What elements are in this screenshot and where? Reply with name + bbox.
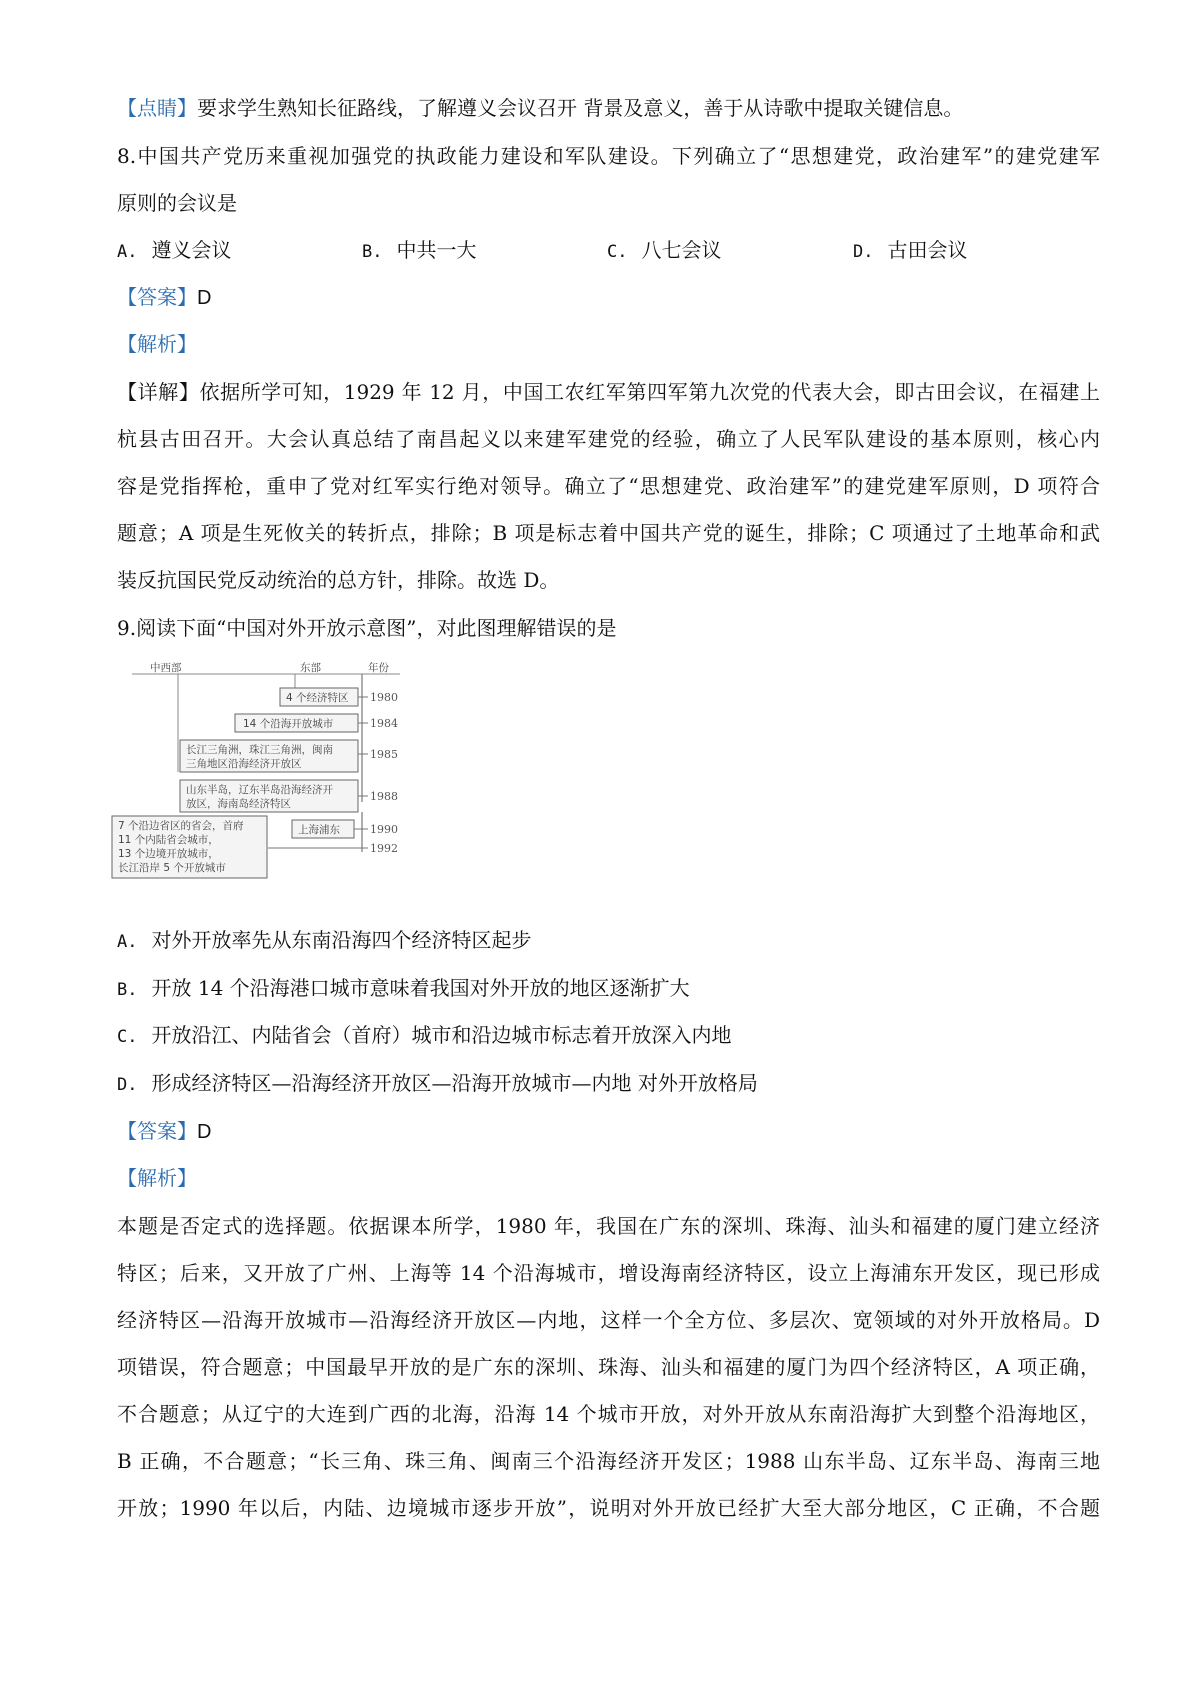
q8-option-c-label: C.: [607, 242, 628, 262]
diagram-box-deltas-1: 长江三角洲，珠江三角洲，闽南: [186, 744, 333, 756]
q8-detail-line-1: [117, 378, 1100, 406]
q9-option-b-label: B.: [117, 980, 138, 1000]
q9-analysis-heading: [117, 1164, 197, 1192]
diagram-year-1992: 1992: [370, 842, 398, 855]
q8-option-b: [362, 236, 476, 266]
q9-option-c-label: C.: [117, 1027, 138, 1047]
q8-option-d-label: D.: [853, 242, 874, 262]
q8-detail-line-4: 题意；A 项是生死攸关的转折点，排除；B 项是标志着中国共产党的诞生，排除；C 项通过了土地革命和武: [117, 521, 1100, 545]
diagram-box-special-zones: 4 个经济特区: [286, 692, 349, 704]
q9-option-d-label: D.: [117, 1075, 138, 1095]
q9-analysis-tag: 【解析】: [117, 1166, 197, 1190]
diagram-header-west: 中西部: [150, 662, 182, 674]
diagram-header-east: 东部: [300, 662, 321, 674]
q8-option-d: [853, 236, 967, 266]
q8-detail-line-2: 杭县古田召开。大会认真总结了南昌起义以来建军建党的经验，确立了人民军队建设的基本原则，核心内: [117, 427, 1100, 451]
q8-option-b-label: B.: [362, 242, 383, 262]
q8-option-b-text: 中共一大: [396, 238, 477, 262]
diagram-year-1988: 1988: [370, 790, 398, 803]
q9-analysis-line-5: 不合题意；从辽宁的大连到广西的北海，沿海 14 个城市开放，对外开放从东南沿海扩大到整个沿海地区，: [117, 1402, 1100, 1426]
q9-analysis-line-3: 经济特区—沿海开放城市—沿海经济开放区—内地，这样一个全方位、多层次、宽领域的对外开放格局。D: [117, 1308, 1100, 1332]
q9-option-d: [117, 1069, 758, 1099]
diagram-box-coastal-cities: 14 个沿海开放城市: [243, 718, 334, 730]
diagram-west-line-2: 11 个内陆省会城市，: [118, 834, 219, 846]
q8-detail-line-3: 容是党指挥枪，重申了党对红军实行绝对领导。确立了“思想建党、政治建军”的建党建军原则，D 项符合: [117, 474, 1100, 498]
q8-detail-line-5: 装反抗国民党反动统治的总方针，排除。故选 D。: [117, 568, 560, 592]
q9-analysis-line-2: 特区；后来，又开放了广州、上海等 14 个沿海城市，增设海南经济特区，设立上海浦东开发区，现已形成: [117, 1261, 1100, 1285]
q9-option-d-text: 形成经济特区—沿海经济开放区—沿海开放城市—内地 对外开放格局: [151, 1071, 758, 1095]
diagram-year-1980: 1980: [370, 691, 398, 704]
q8-answer-tag: 【答案】: [117, 285, 197, 309]
diagram-west-line-3: 13 个边境开放城市，: [118, 848, 219, 860]
q9-answer-tag: 【答案】: [117, 1119, 197, 1143]
q9-option-b-text: 开放 14 个沿海港口城市意味着我国对外开放的地区逐渐扩大: [151, 976, 690, 1000]
q8-option-a: [117, 236, 231, 266]
q9-analysis-line-4: 项错误，符合题意；中国最早开放的是广东的深圳、珠海、汕头和福建的厦门为四个经济特区，A 项正确，: [117, 1355, 1100, 1379]
q9-option-a-text: 对外开放率先从东南沿海四个经济特区起步: [151, 928, 532, 952]
q8-stem-line-1: 8.中国共产党历来重视加强党的执政能力建设和军队建设。下列确立了“思想建党，政治建军”的建党建军: [117, 144, 1100, 168]
q8-option-c-text: 八七会议: [641, 238, 722, 262]
q8-option-a-text: 遵义会议: [151, 238, 232, 262]
q9-stem: 9.阅读下面“中国对外开放示意图”，对此图理解错误的是: [117, 616, 617, 640]
q9-option-a-label: A.: [117, 932, 138, 952]
opening-up-diagram-svg: [110, 662, 435, 902]
diagram-box-peninsulas-2: 放区，海南岛经济特区: [186, 798, 291, 810]
q8-detail-tag: 【详解】: [117, 380, 200, 404]
q9-analysis-line-7: 开放；1990 年以后，内陆、边境城市逐步开放”，说明对外开放已经扩大至大部分地区，C 正确，不合题: [117, 1496, 1100, 1520]
q8-option-d-text: 古田会议: [887, 238, 968, 262]
q9-analysis-line-6: B 正确，不合题意；“长三角、珠三角、闽南三个沿海经济开发区；1988 山东半岛、辽东半岛、海南三地: [117, 1449, 1100, 1473]
q8-analysis-heading: [117, 330, 197, 358]
q9-option-c-text: 开放沿江、内陆省会（首府）城市和沿边城市标志着开放深入内地: [151, 1023, 732, 1047]
diagram-header-year: 年份: [368, 662, 389, 674]
opening-up-diagram: [110, 662, 435, 902]
q9-analysis-line-1: 本题是否定式的选择题。依据课本所学，1980 年，我国在广东的深圳、珠海、汕头和福建的厦门建立经济: [117, 1214, 1100, 1238]
diagram-box-pudong: 上海浦东: [298, 824, 340, 836]
dianjing-tag: 【点睛】: [117, 96, 197, 120]
diagram-west-line-4: 长江沿岸 5 个开放城市: [118, 862, 226, 874]
q9-answer: [117, 1117, 211, 1146]
dianjing-text: 要求学生熟知长征路线，了解遵义会议召开 背景及意义，善于从诗歌中提取关键信息。: [197, 96, 964, 120]
q9-answer-value: D: [197, 1121, 212, 1143]
q8-stem-line-2: 原则的会议是: [117, 191, 237, 215]
q9-option-b: [117, 974, 690, 1004]
q8-option-c: [607, 236, 721, 266]
q8-answer-value: D: [197, 287, 212, 309]
q8-answer: [117, 283, 211, 312]
diagram-year-1984: 1984: [370, 717, 398, 730]
q9-option-c: [117, 1021, 731, 1051]
diagram-year-1990: 1990: [370, 823, 398, 836]
dianjing-paragraph: [117, 94, 963, 122]
diagram-box-deltas-2: 三角地区沿海经济开放区: [186, 758, 302, 770]
q9-option-a: [117, 926, 531, 956]
q8-option-a-label: A.: [117, 242, 138, 262]
q8-analysis-tag: 【解析】: [117, 332, 197, 356]
q8-detail-text-1: 依据所学可知，1929 年 12 月，中国工农红军第四军第九次党的代表大会，即古田会议，在福建上: [199, 380, 1100, 404]
diagram-west-line-1: 7 个沿边省区的省会，首府: [118, 820, 244, 832]
diagram-box-peninsulas-1: 山东半岛，辽东半岛沿海经济开: [186, 784, 333, 796]
diagram-year-1985: 1985: [370, 748, 398, 761]
